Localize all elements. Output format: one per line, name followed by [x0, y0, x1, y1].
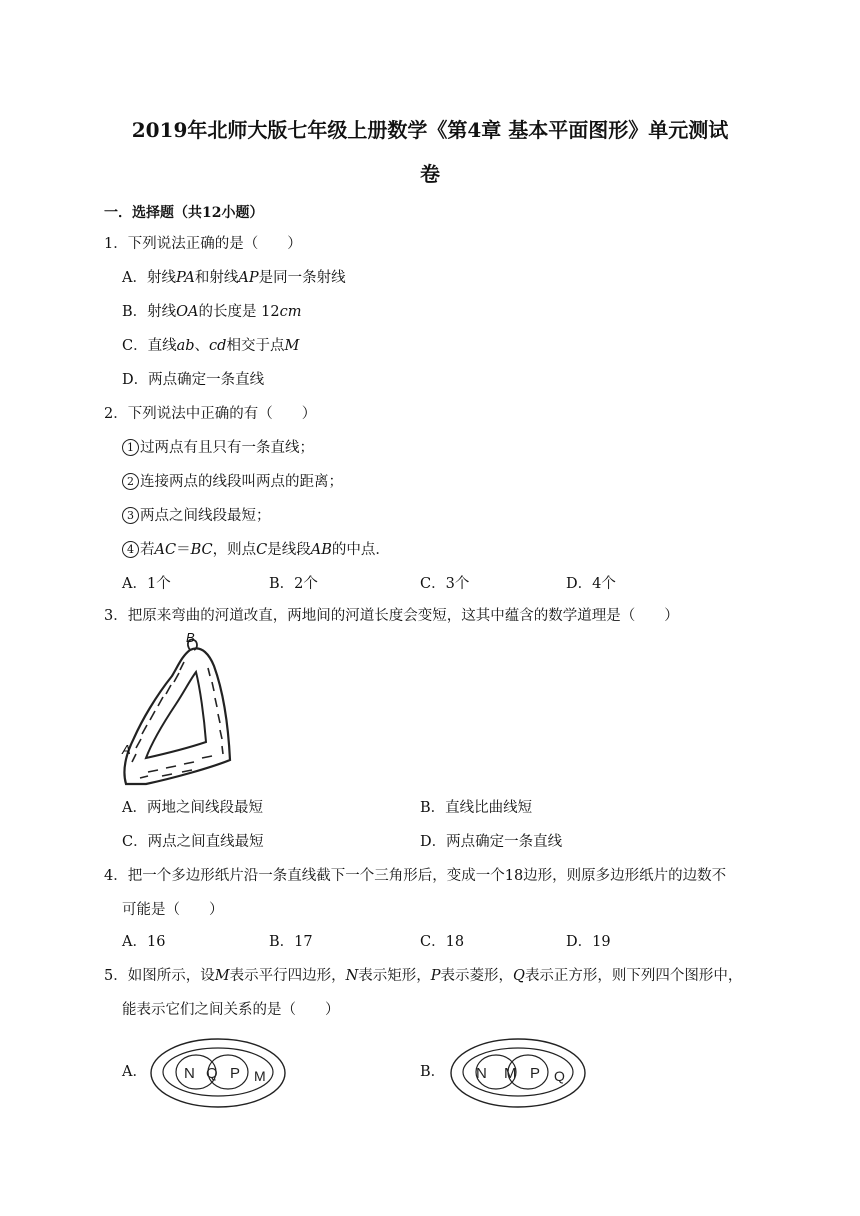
q5-stem-line1: 5．如图所示，设M表示平行四边形，N表示矩形，P表示菱形，Q表示正方形，则下列四个图形中， — [104, 968, 743, 984]
venn-figure-b — [448, 1035, 590, 1111]
q4-option-c: C．18 — [420, 934, 465, 950]
q5-stem-line2: 能表示它们之间关系的是（ ） — [122, 1002, 340, 1018]
q1-option-c: C．直线ab、cd相交于点M — [122, 338, 300, 354]
q2-option-b: B．2个 — [269, 576, 318, 592]
q3-option-c: C．两点之间直线最短 — [122, 834, 264, 850]
river-inner-bank — [146, 672, 206, 758]
q2-statement-1: 1 过两点有且只有一条直线； — [122, 438, 314, 458]
point-label-a: A — [122, 742, 131, 757]
q3-option-a: A．两地之间线段最短 — [122, 800, 263, 816]
q2-option-c: C．3个 — [420, 576, 470, 592]
river-water-texture — [132, 662, 223, 778]
set-label-p: P — [230, 1065, 241, 1082]
section-heading: 一．选择题（共12小题） — [104, 205, 264, 221]
set-label-m: M — [504, 1065, 517, 1082]
circled-number: 2 — [122, 473, 139, 490]
q2-option-a: A．1个 — [122, 576, 171, 592]
q4-stem-line1: 4．把一个多边形纸片沿一条直线截下一个三角形后，变成一个18边形，则原多边形纸片的边数不 — [104, 868, 727, 884]
point-label-b: B — [186, 630, 195, 645]
q2-stem: 2．下列说法中正确的有（ ） — [104, 406, 317, 422]
q5-option-a-label: A． — [122, 1064, 147, 1080]
page-title-line2: 卷 — [420, 162, 440, 186]
set-label-n: N — [476, 1065, 487, 1082]
circled-number: 3 — [122, 507, 139, 524]
circled-number: 4 — [122, 541, 139, 558]
q4-option-a: A．16 — [122, 934, 166, 950]
q3-option-d: D．两点确定一条直线 — [420, 834, 563, 850]
page-title-line1: 2019年北师大版七年级上册数学《第4章 基本平面图形》单元测试 — [131, 118, 729, 142]
q1-option-a: A．射线PA和射线AP是同一条射线 — [122, 270, 346, 286]
q1-option-d: D．两点确定一条直线 — [122, 372, 265, 388]
river-figure — [118, 630, 258, 788]
q2-statement-2: 2 连接两点的线段叫两点的距离； — [122, 472, 343, 492]
q2-statement-4: 4 若AC＝BC，则点C是线段AB的中点． — [122, 540, 390, 560]
q4-stem-line2: 可能是（ ） — [122, 902, 224, 918]
q1-option-b: B．射线OA的长度是 12cm — [122, 304, 302, 320]
set-label-q: Q — [206, 1065, 218, 1082]
venn-figure-a — [148, 1035, 290, 1111]
river-outer-bank — [124, 648, 230, 784]
set-label-n: N — [184, 1065, 195, 1082]
circled-number: 1 — [122, 439, 139, 456]
q2-option-d: D．4个 — [566, 576, 616, 592]
q3-option-b: B．直线比曲线短 — [420, 800, 533, 816]
set-label-p: P — [530, 1065, 541, 1082]
set-label-q: Q — [554, 1068, 565, 1084]
q4-option-d: D．19 — [566, 934, 611, 950]
q1-stem: 1．下列说法正确的是（ ） — [104, 236, 302, 252]
q2-statement-3: 3 两点之间线段最短； — [122, 506, 271, 526]
q5-option-b-label: B． — [420, 1064, 446, 1080]
set-label-m: M — [254, 1068, 266, 1084]
q3-stem: 3．把原来弯曲的河道改直，两地间的河道长度会变短，这其中蕴含的数学道理是（ ） — [104, 608, 679, 624]
q4-option-b: B．17 — [269, 934, 313, 950]
